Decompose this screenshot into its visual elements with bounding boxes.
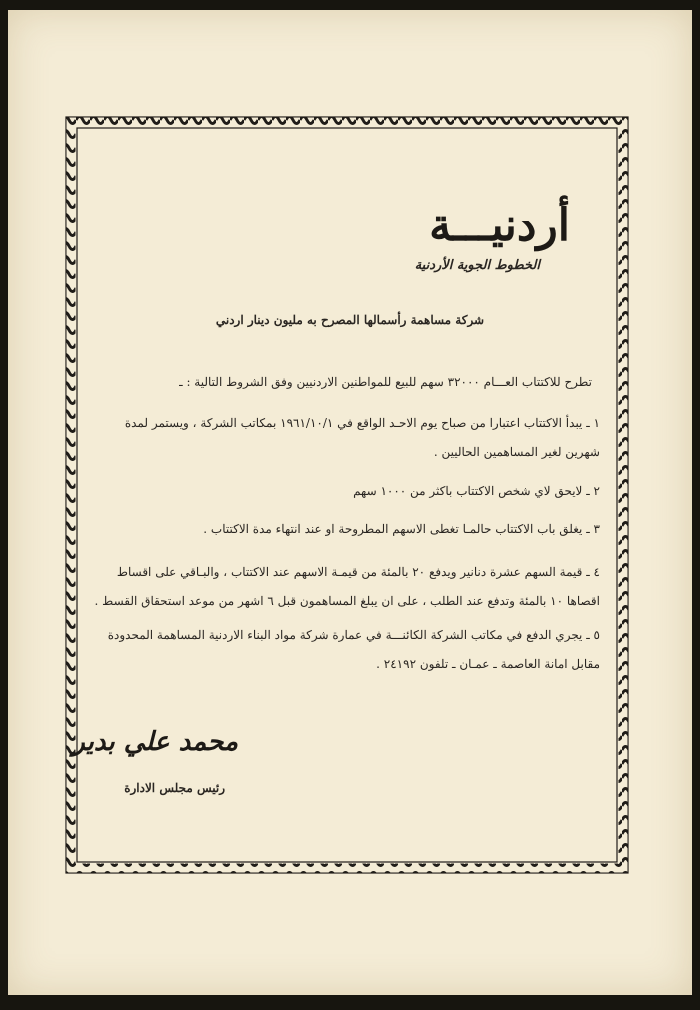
company-capital-line: شركة مساهمة رأسمالها المصرح به مليون دينار اردني: [215, 313, 485, 327]
airline-logo-subtitle: الخطوط الجوية الأردنية: [414, 258, 540, 273]
condition-5: ٥ ـ يجري الدفع في مكاتب الشركة الكائنـــة في عمارة شركة مواد البناء الاردنية المساهمة المحدودة مقابل امانة العاصمة ـ عمـان ـ تلفون ٢٤١٩٢ .: [107, 628, 600, 671]
airline-logo-title: أردنيـــة: [429, 200, 570, 251]
offering-intro: تطرح للاكتتاب العـــام ٣٢٠٠٠ سهم للبيع للمواطنين الاردنيين وفق الشروط التالية : ـ: [179, 375, 592, 389]
signatory-title: رئيس مجلس الادارة: [124, 781, 225, 795]
signature: محمد علي بدير: [72, 727, 238, 757]
condition-1: ١ ـ يبدأ الاكتتاب اعتبارا من صباح يوم الاحـد الواقع في ١٩٦١/١٠/١ بمكاتب الشركة ، ويستمر لمدة شهرين لغير المساهمين الحاليين .: [124, 416, 600, 459]
condition-3: ٣ ـ يغلق باب الاكتتاب حالمـا تغطى الاسهم المطروحة او عند انتهاء مدة الاكتتاب .: [203, 522, 600, 536]
condition-2: ٢ ـ لايحق لاي شخص الاكتتاب باكثر من ١٠٠٠ سهم: [353, 484, 600, 498]
condition-4: ٤ ـ قيمة السهم عشرة دنانير ويدفع ٢٠ بالمئة من قيمـة الاسهم عند الاكتتاب ، والبـاقي على اقساط اقصاها ١٠ بالمئة وتدفع عند الطلب ، على ان يبلغ المساهمون قبل ٦ اشهر من موعد استحقاق القسط .: [94, 565, 600, 608]
